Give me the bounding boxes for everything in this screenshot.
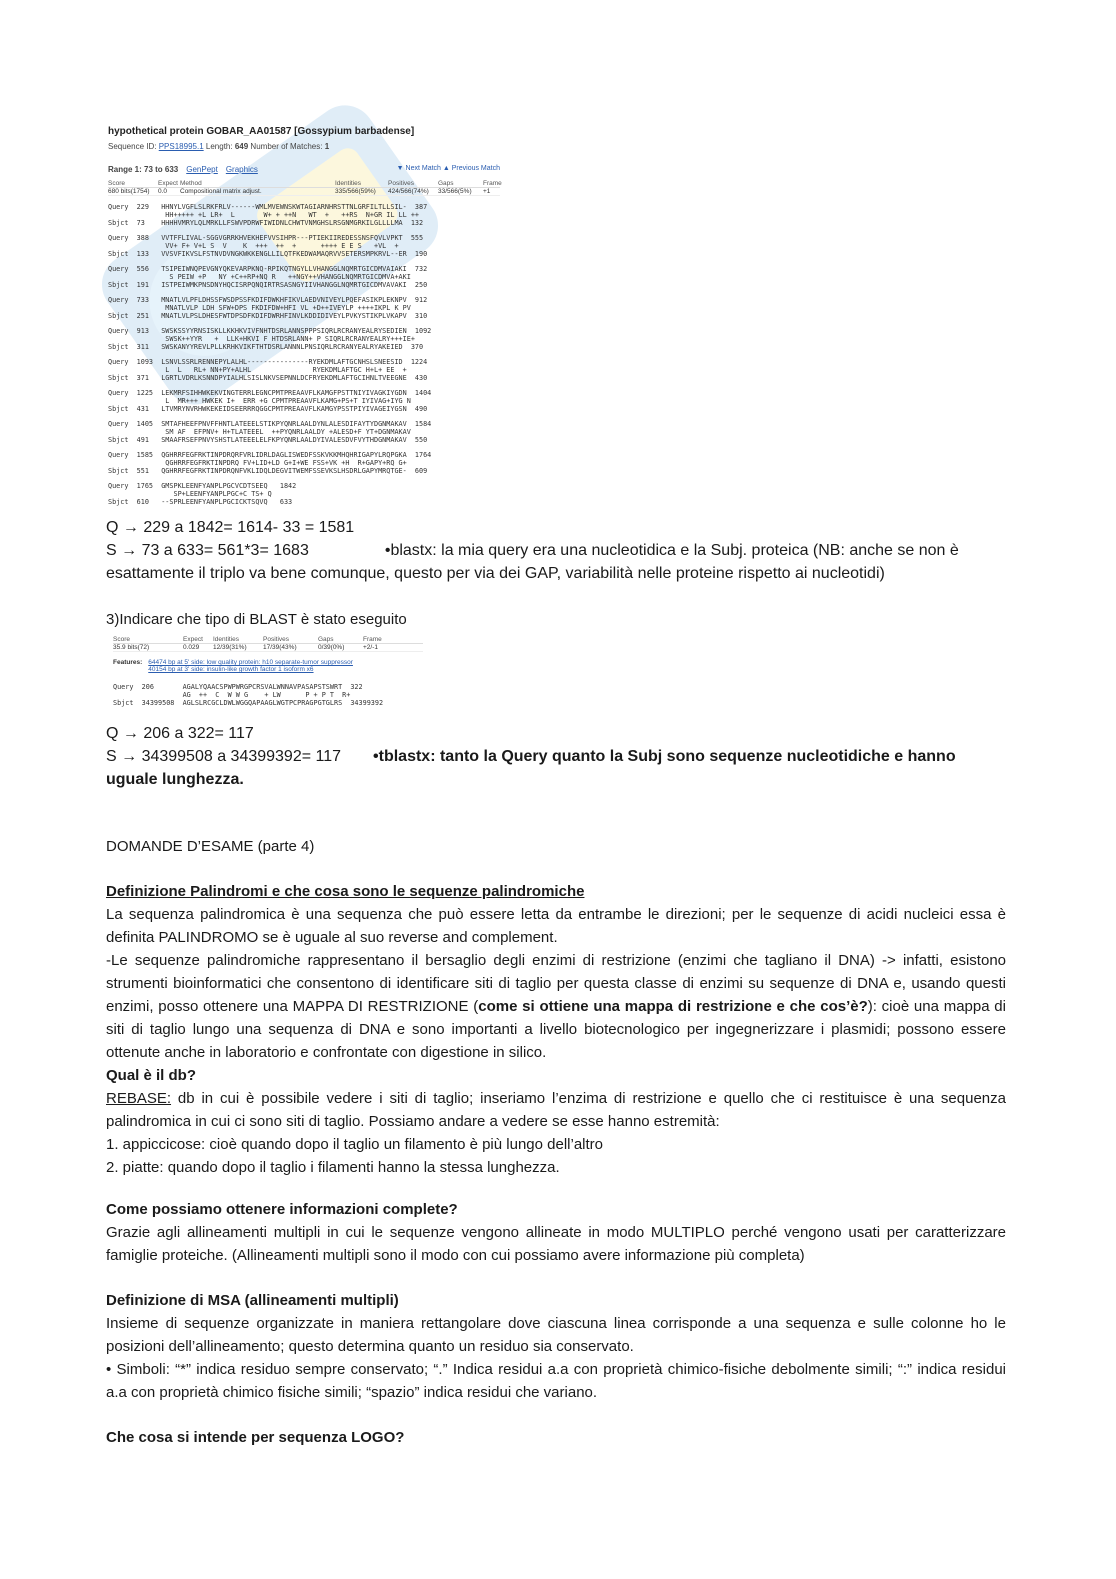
palindromi-p1: La sequenza palindromica è una sequenza che può essere letta da entrambe le direzioni; per le sequenze di acidi nucleici essa è definita PALINDROMO se è uguale al suo reverse and complement. xyxy=(106,906,1006,946)
db-item-1: 1. appiccicose: cioè quando dopo il taglio un filamento è più lungo dell’altro xyxy=(106,1136,603,1153)
alignment-block: Query 206 AGALYQAACSPWPWRGPCRSVALWNNAVPASAPSTSWRT 322 AG ++ C W W G + LW P + P T R+ Sbjct 34399508 AGLSLRCGCLDWLWGGQAPAAGLWGTPCPRAGPGTGLRS 34399392 xyxy=(113,683,384,707)
calc-q-line: Q → 229 a 1842= 1614- 33 = 1581 xyxy=(106,519,355,536)
genpept-link[interactable]: GenPept xyxy=(186,165,218,174)
alignment-block: Query 388 VVTFFLIVAL-SGGVGRRKHVEKHEFVVSIHPR---PTIEKIIREDESSNSFQVLVPKT 555 VV+ F+ V+L S V K +++ ++ + ++++ E E S +VL + Sbjct 133 VVSVFIKVSLFSTNVDVNGKWKKENGLLILQTFKEDWAMAQRVVSETERSMPKRVL--ER 190 xyxy=(108,234,428,258)
db-text: REBASE: db in cui è possibile vedere i siti di taglio; inseriamo l’enzima di restrizione e quello che ci restituisce è una sequenza palindromica in cui ci sono siti di taglio. Possiamo andare a vedere se esse hanno estremità: xyxy=(106,1090,1006,1130)
calc-q-line: Q → 206 a 322= 117 xyxy=(106,725,254,742)
logo-section xyxy=(106,1426,1006,1449)
msa-heading: Definizione di MSA (allineamenti multipli) xyxy=(106,1292,399,1309)
calc-s-line: S → 34399508 a 34399392= 117 •tblastx: tanto la Query quanto la Subj sono sequenze nucleotidiche e hanno uguale lunghezza. xyxy=(106,748,956,788)
feature-link[interactable]: 40154 bp at 3' side: insulin-like growth factor 1 isoform x6 xyxy=(148,666,314,673)
alignment-block: Query 733 MNATLVLPFLDHSSFWSDPSSFKDIFDWKHFIKVLAEDVNIVEYLPQEFASIKPLEKNPV 912 MNATLVLP LDH SFW+DPS FKDIFDW+HFI VL +D++IVEYLP ++++IKPL K PV Sbjct 251 MNATLVLPSLDHESFWTDPSDFKDIFDWRHFINVLKDDIDIVEYLPVKYSTIKPLVKAPV 310 xyxy=(108,296,428,320)
score-table-header: Score Expect Method Identities Positives Gaps Frame xyxy=(108,180,502,187)
db-item-2: 2. piatte: quando dopo il taglio i filamenti hanno la stessa lunghezza. xyxy=(106,1159,560,1176)
db-heading: Qual è il db? xyxy=(106,1067,197,1084)
score-table-values: 680 bits(1754) 0.0 Compositional matrix adjust. 335/566(59%) 424/566(74%) 33/566(5%) +1 xyxy=(108,188,500,196)
alignment-block: Query 556 TSIPEIWNQPEVGNYQKEVARPKNQ-RPIKQTNGYLLVHANGGLNQMRTGICDMVAIAKI 732 S PEIW +P NY +C++RP+NQ R ++NGY++VHANGGLNQMRTGICDMVA+AKI Sbjct 191 ISTPEIWMKPNSDNYHQCISRPQNQIRTRSASNGYIIVHANGGLNQMRTGICDMVAVAKI 250 xyxy=(108,265,428,289)
info-heading: Come possiamo ottenere informazioni complete? xyxy=(106,1201,458,1218)
msa-section xyxy=(106,1289,1006,1404)
palindromi-p2: -Le sequenze palindromiche rappresentano il bersaglio degli enzimi di restrizione (enzimi che tagliano il DNA) -> infatti, esistono strumenti bioinformatici che consentono di identificare siti di taglio per questa classe di enzimi su sequenze di DNA e, usando questi enzimi, posso ottenere una MAPPA DI RESTRIZIONE (come si ottiene una mappa di restrizione e che cos’è?): cioè una mappa di siti di taglio lungo una sequenza di DNA e sono importanti a livello biotecnologico per ingegnerizzare i plasmidi; possono essere ottenute anche in laboratorio e confrontate con digestione in silico. xyxy=(106,952,1006,1061)
alignment-block: Query 1405 SMTAFHEEFPNVFFHNTLATEEELSTIKPYQNRLAALDYNLALESDIFAYTYDGNMAKAV 1584 SM AF EFPNV+ H+TLATEEEL ++PYQNRLAALDY +ALESD+F YT+DGNMAKAV Sbjct 491 SMAAFRSEFPNVYSHSTLATEEELELFKPYQNRLAALDYIVALESDVFVYTHDGNMAKAV 550 xyxy=(108,420,432,444)
info-section xyxy=(106,1198,1006,1267)
next-match-link[interactable]: ▼ Next Match ▲ Previous Match xyxy=(396,165,500,172)
alignment-block: Query 1093 LSNVLSSRLRENNEPYLALHL---------------RYEKDMLAFTGCNHSLSNEESID 1224 L L RL+ NN+PY+ALHL RYEKDMLAFTGC H+L+ EE + Sbjct 371 LGRTLVDRLKSNNDPYIALHLSISLNKVSEPNNLDCFRYEKDMLAFTGCIHNLTVEEGNE 430 xyxy=(108,358,428,382)
graphics-link[interactable]: Graphics xyxy=(225,165,258,174)
alignment-block: Query 1225 LEKMRFSIHHWKEKVINGTERRLEGNCPMTPREAAVFLKAMGFPSTTNIYIVAGKIYGDN 1404 L MR+++ HWKEK I+ ERR +G CPMTPREAAVFLKAMG+PS+T IYIVAG+IYG N Sbjct 431 LTVMRYNVRHWKEKEIDSEERRRQGGCPMTPREAAVFLKAMGYPSSTPIYIVAGEIYGSN 490 xyxy=(108,389,432,413)
score-table-header: Score Expect Identities Positives Gaps Frame xyxy=(113,636,423,644)
features-row: Features: 64474 bp at 5' side: low quality protein: h10 separate-tumor suppressor 40154 bp at 3' side: insulin-like growth factor 1 isoform x6 xyxy=(113,659,353,673)
sequence-id-link[interactable]: PPS18995.1 xyxy=(158,142,204,151)
palindromi-heading: Definizione Palindromi e che cosa sono le sequenze palindromiche xyxy=(106,883,585,900)
blast-result-2 xyxy=(113,636,423,714)
info-text: Grazie agli allineamenti multipli in cui le sequenze vengono allineate in modo MULTIPLO perché vengono usati per caratterizzare famiglie proteiche. (Allineamenti multipli sono il modo con cui possiamo avere informazione più completa) xyxy=(106,1224,1006,1264)
section-title: DOMANDE D’ESAME (parte 4) xyxy=(106,838,315,855)
alignment-block: Query 1585 QGHRRFEGFRKTINPDRQRFVRLIDRLDAGLISWEDFSSKVKKMHQHRIGAPYLRQPGKA 1764 QGHRRFEGFRKTINPDRQ FV+LID+LD G+I+WE FSS+VK +H R+GAPY+RQ G+ Sbjct 551 QGHRRFEGFRKTINPDRQNFVKLIDQLDEGVITWEMFSSEVKSLHSDRLGAPYMRQTGE- 609 xyxy=(108,451,432,475)
calc-s-line: S → 73 a 633= 561*3= 1683 •blastx: la mia query era una nucleotidica e la Subj. proteica (NB: anche se non è esattamente il triplo va bene comunque, questo per via dei GAP, variabilità nelle proteine rispetto ai nucleotidi) xyxy=(106,542,959,582)
range-row: Range 1: 73 to 633 GenPept Graphics ▼ Next Match ▲ Previous Match xyxy=(108,165,500,174)
calc-1 xyxy=(106,516,1006,585)
feature-link[interactable]: 64474 bp at 5' side: low quality protein: h10 separate-tumor suppressor xyxy=(148,659,353,666)
blast-hit-title: hypothetical protein GOBAR_AA01587 [Gossypium barbadense] xyxy=(108,126,415,137)
blast-result-1 xyxy=(108,126,500,513)
blast-hit-meta: Sequence ID: PPS18995.1 Length: 649 Number of Matches: 1 xyxy=(108,142,330,151)
question-3: 3)Indicare che tipo di BLAST è stato eseguito xyxy=(106,611,407,628)
alignment-block: Query 1765 GMSPKLEENFYANPLPGCVCDTSEEQ 1842 SP+LEENFYANPLPGC+C TS+ Q Sbjct 610 --SPRLEENFYANPLPGCICKTSQVQ 633 xyxy=(108,482,297,506)
alignment-block: Query 913 SWSKSSYYRNSISKLLKKHKVIVFNHTDSRLANNSPPPSIQRLRCRANYEALRYSEDIEN 1092 SWSK++YYR + LLK+HKVI F HTDSRLANN+ P SIQRLRCRANYEALRY+++IE+ Sbjct 311 SWSKANYYREVLPLLKRHKVIKFTHTDSRLANNNLPNSIQRLRCRANYEALRYAKEIED 370 xyxy=(108,327,432,351)
score-table-values: 35.9 bits(72) 0.029 12/39(31%) 17/39(43%) 0/39(0%) +2/-1 xyxy=(113,644,423,652)
calc-2 xyxy=(106,722,1006,791)
logo-heading: Che cosa si intende per sequenza LOGO? xyxy=(106,1429,405,1446)
palindromi-section xyxy=(106,880,1006,1179)
alignment-block: Query 229 HHNYLVGFLSLRKFRLV------WMLMVEWNSKWTAGIARNHRSTTNLGRFILTLLSIL- 387 HH+++++ +L LR+ L W+ + ++N WT + ++RS N+GR IL LL ++ Sbjct 73 HHHHVMRYLQLMRKLLFSWVPDRWFIWIDNLCHWTVNMGHSLRSGNMGRKILGLLLLMA 132 xyxy=(108,203,428,227)
msa-symbols: • Simboli: “*” indica residuo sempre conservato; “.” Indica residui a.a con proprietà chimico-fisiche debolmente simili; “:” indica residui a.a con proprietà chimico fisiche simili; “spazio” indica residui che variano. xyxy=(106,1361,1006,1401)
msa-text: Insieme di sequenze organizzate in maniera rettangolare dove ciascuna linea corrisponde a una sequenza e sulle colonne ho le posizioni dell’allineamento; questo determina quanto un residuo sia conservato. xyxy=(106,1315,1006,1355)
